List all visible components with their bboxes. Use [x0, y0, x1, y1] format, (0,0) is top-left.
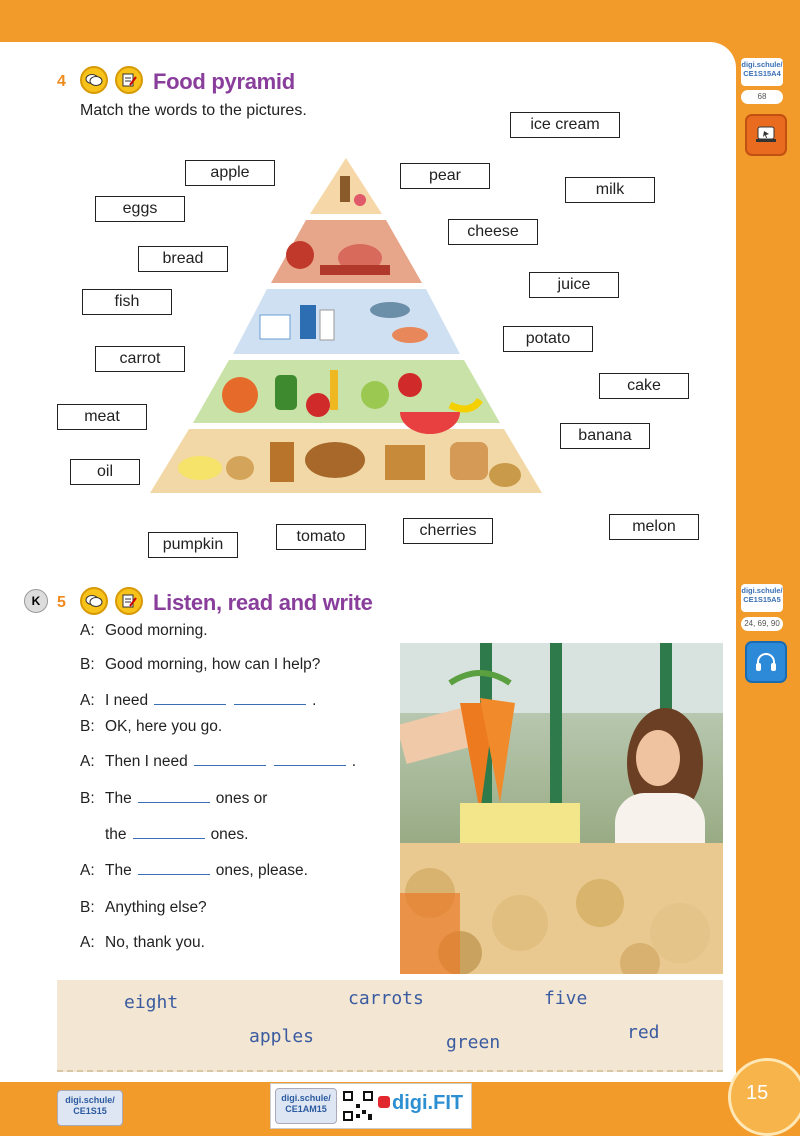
exercise-4-instruction: Match the words to the pictures. — [80, 102, 307, 119]
dialogue-line — [80, 753, 356, 771]
speech-bubbles-icon — [80, 66, 108, 94]
market-photo — [400, 643, 723, 974]
word-box: milk — [565, 177, 655, 203]
dialogue-text: ones. — [210, 826, 249, 843]
word-box: meat — [57, 404, 147, 430]
dialogue-line — [80, 934, 205, 952]
laptop-icon — [755, 125, 777, 145]
dialogue-text: ones or — [215, 790, 268, 807]
word-bank — [57, 980, 723, 1072]
speaker-label: A: — [80, 862, 95, 879]
speaker-label: A: — [80, 934, 95, 951]
word-bank-item: eight — [124, 992, 179, 1013]
headphones-icon — [754, 651, 778, 673]
exercise-4-title: Food pyramid — [153, 69, 295, 94]
speaker-label: B: — [80, 790, 95, 807]
speaker-label: B: — [80, 899, 95, 916]
word-bank-item: five — [544, 988, 588, 1009]
dialogue-text: . — [312, 692, 317, 709]
digi-fit-logo-icon — [378, 1096, 390, 1108]
answer-blank[interactable] — [138, 873, 210, 875]
answer-blank[interactable] — [194, 764, 266, 766]
digi-fit-brand: digi.FIT — [392, 1092, 464, 1114]
audio-button[interactable] — [745, 641, 787, 683]
word-box: cake — [599, 373, 689, 399]
digi-link-a5[interactable]: digi.schule/ CE1S15A5 — [741, 584, 783, 612]
interactive-exercise-button[interactable] — [745, 114, 787, 156]
dialogue-text: Anything else? — [105, 899, 207, 916]
dialogue-line — [80, 692, 316, 710]
dialogue-line — [80, 622, 208, 640]
word-box: banana — [560, 423, 650, 449]
exercise-5-number: 5 — [57, 594, 66, 611]
dialogue-line — [80, 862, 308, 880]
word-box: cherries — [403, 518, 493, 544]
word-box: oil — [70, 459, 140, 485]
word-box: tomato — [276, 524, 366, 550]
word-box: pear — [400, 163, 490, 189]
speaker-label: A: — [80, 692, 95, 709]
page-number: 15 — [746, 1082, 769, 1104]
word-bank-item: red — [627, 1022, 660, 1043]
dialogue-line — [80, 826, 248, 844]
dialogue-line — [80, 656, 320, 674]
qr-code-icon — [342, 1090, 374, 1122]
word-box: juice — [529, 272, 619, 298]
word-box: potato — [503, 326, 593, 352]
word-bank-item: apples — [249, 1026, 315, 1047]
dialogue-text: I need — [105, 692, 149, 709]
dialogue-line — [80, 718, 222, 736]
word-box: apple — [185, 160, 275, 186]
word-box: cheese — [448, 219, 538, 245]
word-box: carrot — [95, 346, 185, 372]
word-bank-item: carrots — [348, 988, 424, 1009]
digi-link-am[interactable]: digi.schule/ CE1AM15 — [275, 1088, 337, 1124]
speaker-label: A: — [80, 622, 95, 639]
exercise-4-number: 4 — [57, 73, 66, 90]
speaker-label: B: — [80, 718, 95, 735]
page-ref-a5: 24, 69, 90 — [741, 617, 783, 631]
speaker-label: A: — [80, 753, 95, 770]
speaker-label: B: — [80, 656, 95, 673]
dialogue-line — [80, 790, 267, 808]
word-bank-item: green — [446, 1032, 501, 1053]
dialogue-text: OK, here you go. — [105, 718, 223, 735]
word-box: melon — [609, 514, 699, 540]
dialogue-line — [80, 899, 207, 917]
word-box: bread — [138, 246, 228, 272]
word-box: fish — [82, 289, 172, 315]
exercise-5-title: Listen, read and write — [153, 590, 373, 615]
page-ref-a4: 68 — [741, 90, 783, 104]
dialogue-text: Good morning. — [105, 622, 208, 639]
word-box: eggs — [95, 196, 185, 222]
dialogue-text: The — [105, 790, 132, 807]
word-box: ice cream — [510, 112, 620, 138]
dialogue-text: No, thank you. — [105, 934, 205, 951]
dialogue-text: ones, please. — [215, 862, 308, 879]
answer-blank[interactable] — [234, 703, 306, 705]
writing-icon — [115, 587, 143, 615]
word-box: pumpkin — [148, 532, 238, 558]
food-pyramid — [150, 150, 542, 495]
answer-blank[interactable] — [154, 703, 226, 705]
dialogue-text: Then I need — [105, 753, 188, 770]
dialogue-text: . — [351, 753, 357, 770]
answer-blank[interactable] — [133, 837, 205, 839]
speech-bubbles-icon — [80, 587, 108, 615]
digi-link-footer[interactable]: digi.schule/ CE1S15 — [57, 1090, 123, 1126]
answer-blank[interactable] — [138, 801, 210, 803]
answer-blank[interactable] — [274, 764, 346, 766]
dialogue-text: Good morning, how can I help? — [105, 656, 321, 673]
k-badge: K — [24, 589, 48, 613]
dialogue-text: The — [105, 862, 132, 879]
dialogue-text: the — [105, 826, 127, 843]
digi-link-a4[interactable]: digi.schule/ CE1S15A4 — [741, 58, 783, 86]
writing-icon — [115, 66, 143, 94]
